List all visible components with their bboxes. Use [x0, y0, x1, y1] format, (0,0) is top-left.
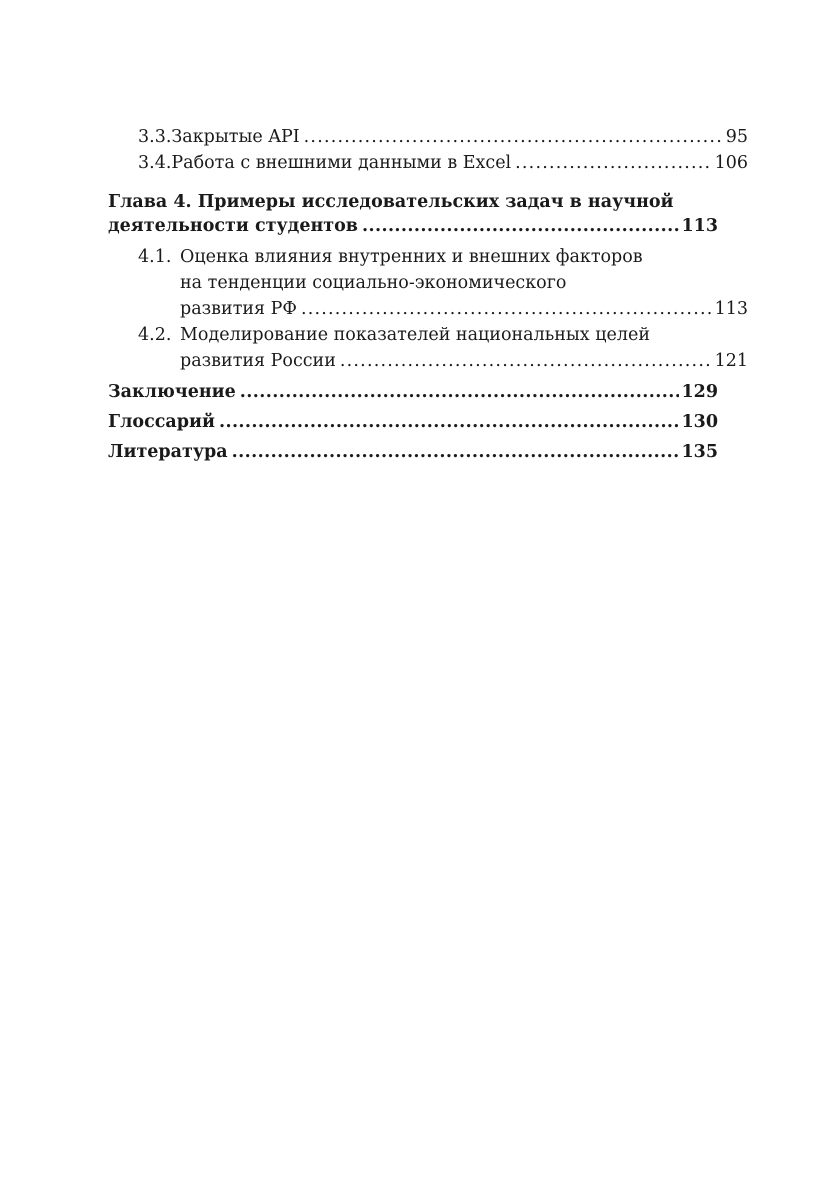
- page-number: 135: [681, 442, 718, 462]
- toc-entry-4-1[interactable]: [108, 244, 748, 322]
- chapter-title-line-1: Глава 4. Примеры исследовательских задач в научной: [108, 192, 674, 212]
- page-number: 113: [714, 299, 748, 319]
- entry-title: Литература: [108, 442, 228, 462]
- entry-title: Глоссарий: [108, 412, 215, 432]
- section-title-line-1: Моделирование показателей национальных целей: [180, 325, 650, 345]
- toc-entry-4-2[interactable]: [108, 322, 748, 374]
- section-title: Закрытые API: [171, 127, 300, 147]
- page-number: 113: [681, 216, 718, 236]
- page-number: 121: [714, 351, 748, 371]
- table-of-contents: [108, 124, 748, 464]
- page-number: 106: [714, 153, 748, 173]
- dot-leader: [362, 214, 680, 238]
- dot-leader: [232, 440, 680, 464]
- section-number: 4.2.: [138, 325, 172, 345]
- section-title-line-3: развития РФ: [180, 299, 297, 319]
- toc-entry-3-3[interactable]: [108, 124, 748, 150]
- dot-leader: [304, 124, 724, 150]
- toc-glossary[interactable]: [108, 410, 718, 434]
- dot-leader: [219, 410, 680, 434]
- section-title-line-2: на тенденции социально-экономического: [180, 273, 567, 293]
- toc-conclusion[interactable]: [108, 380, 718, 404]
- section-title-line-2: развития России: [180, 351, 336, 371]
- dot-leader: [515, 150, 712, 176]
- chapter-title-line-2: деятельности студентов: [108, 216, 358, 236]
- section-title: Работа с внешними данными в Excel: [171, 153, 512, 173]
- section-title-line-1: Оценка влияния внутренних и внешних факторов: [180, 247, 643, 267]
- dot-leader: [340, 348, 713, 374]
- page-number: 129: [681, 382, 718, 402]
- section-number: 4.1.: [138, 247, 172, 267]
- toc-references[interactable]: [108, 440, 718, 464]
- page-number: 95: [725, 127, 748, 147]
- section-number: 3.4.: [138, 153, 172, 173]
- dot-leader: [240, 380, 680, 404]
- page-number: 130: [681, 412, 718, 432]
- entry-title: Заключение: [108, 382, 236, 402]
- toc-entry-3-4[interactable]: [108, 150, 748, 176]
- toc-chapter-4[interactable]: [108, 190, 718, 238]
- dot-leader: [301, 296, 713, 322]
- section-number: 3.3.: [138, 127, 172, 147]
